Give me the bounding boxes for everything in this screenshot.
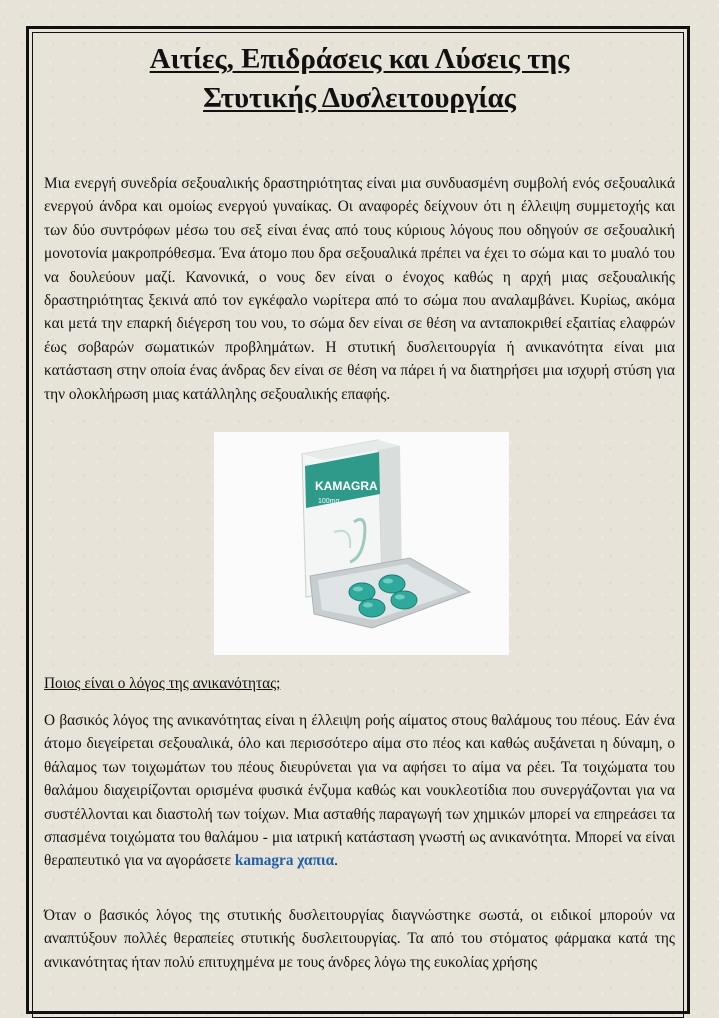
intro-paragraph: Μια ενεργή συνεδρία σεξουαλικής δραστηριότητας είναι μια συνδυασμένη συμβολή ενός σεξουαλικά ενεργού άνδρα και ομοίως ενεργού γυναίκας. Οι αναφορές δείχνουν ότι η έλλειψη συμμετοχής και των δύο συντρόφων μέσω του σεξ είναι ένας από τους κύριους λόγους που οδηγούν σε σεξουαλική μονοτονία μακροπρόθεσμα. Ένα άτομο που δρα σεξουαλικά πρέπει να έχει το σώμα και το μυαλό του να δουλεύουν μαζί. Κανονικά, ο νους δεν είναι ο ένοχος καθώς η αρχή μιας σεξουαλικής δραστηριότητας ξεκινά από τον εγκέφαλο νωρίτερα από το σώμα που αναλαμβάνει. Κυρίως, ακόμα και μετά την επαρκή διέγερση του νου, το σώμα δεν είναι σε θέση να ανταποκριθεί εξαιτίας ελαφρών έως σοβαρών σωματικών προβλημάτων. Η στυτική δυσλειτουργία ή ανικανότητα είναι μια κατάσταση στην οποία ένας άνδρας δεν είναι σε θέση να πάρει ή να διατηρήσει μια ισχυρή στύση για την ολοκλήρωση μιας κατάλληλης σεξουαλικής επαφής. — [44, 175, 675, 403]
treatment-paragraph: Όταν ο βασικός λόγος της στυτικής δυσλειτουργίας διαγνώστηκε σωστά, οι ειδικοί μπορούν να αναπτύξουν πολλές θεραπείες στυτικής δυσλειτουργίας. Τα από του στόματος φάρμακα κατά της ανικανότητας ήταν πολύ επιτυχημένα με τους άνδρες λόγω της ευκολίας χρήσης — [44, 907, 675, 971]
product-image — [214, 432, 509, 655]
kamagra-box-illustration — [214, 432, 509, 655]
title-line-2: Στυτικής Δυσλειτουργίας — [203, 82, 516, 114]
title-line-1: Αιτίες, Επιδράσεις και Λύσεις της — [149, 43, 570, 75]
kamagra-link[interactable]: kamagra χαπια — [234, 852, 335, 870]
box-dose-text: 100mg — [318, 498, 340, 505]
cause-paragraph — [44, 709, 675, 873]
box-brand-text: KAMAGRA — [315, 479, 378, 493]
cause-paragraph-text: Ο βασικός λόγος της ανικανότητας είναι η έλλειψη ροής αίματος στους θαλάμους του πέους. Εάν ένα άτομο διεγείρεται σεξουαλικά, όλο και περισσότερο αίμα στο πέος και καθώς αυξάνεται η δύναμη, ο θάλαμος των τοιχωμάτων του πέους διευρύνεται για να αφήσει το αίμα να ρέει. Τα τοιχώματα του θαλάμου διαχειρίζονται ορισμένα φυσικά ένζυμα καθώς και νουκλεοτίδια που συνεργάζονται για να συστέλλονται και διαστολή των τοίχων. Μια ασταθής παραγωγή των χημικών μπορεί να επηρεάσει τα σπασμένα τοιχώματα του θαλάμου - μια ιατρική κατάσταση γνωστή ως ανικανότητα. Μπορεί να είναι θεραπευτικό για να αγοράσετε — [44, 712, 675, 870]
page-title — [44, 40, 675, 118]
section-subheading: Ποιος είναι ο λόγος της ανικανότητας; — [44, 675, 281, 692]
document-body — [44, 40, 675, 971]
cause-paragraph-end: . — [334, 852, 338, 870]
